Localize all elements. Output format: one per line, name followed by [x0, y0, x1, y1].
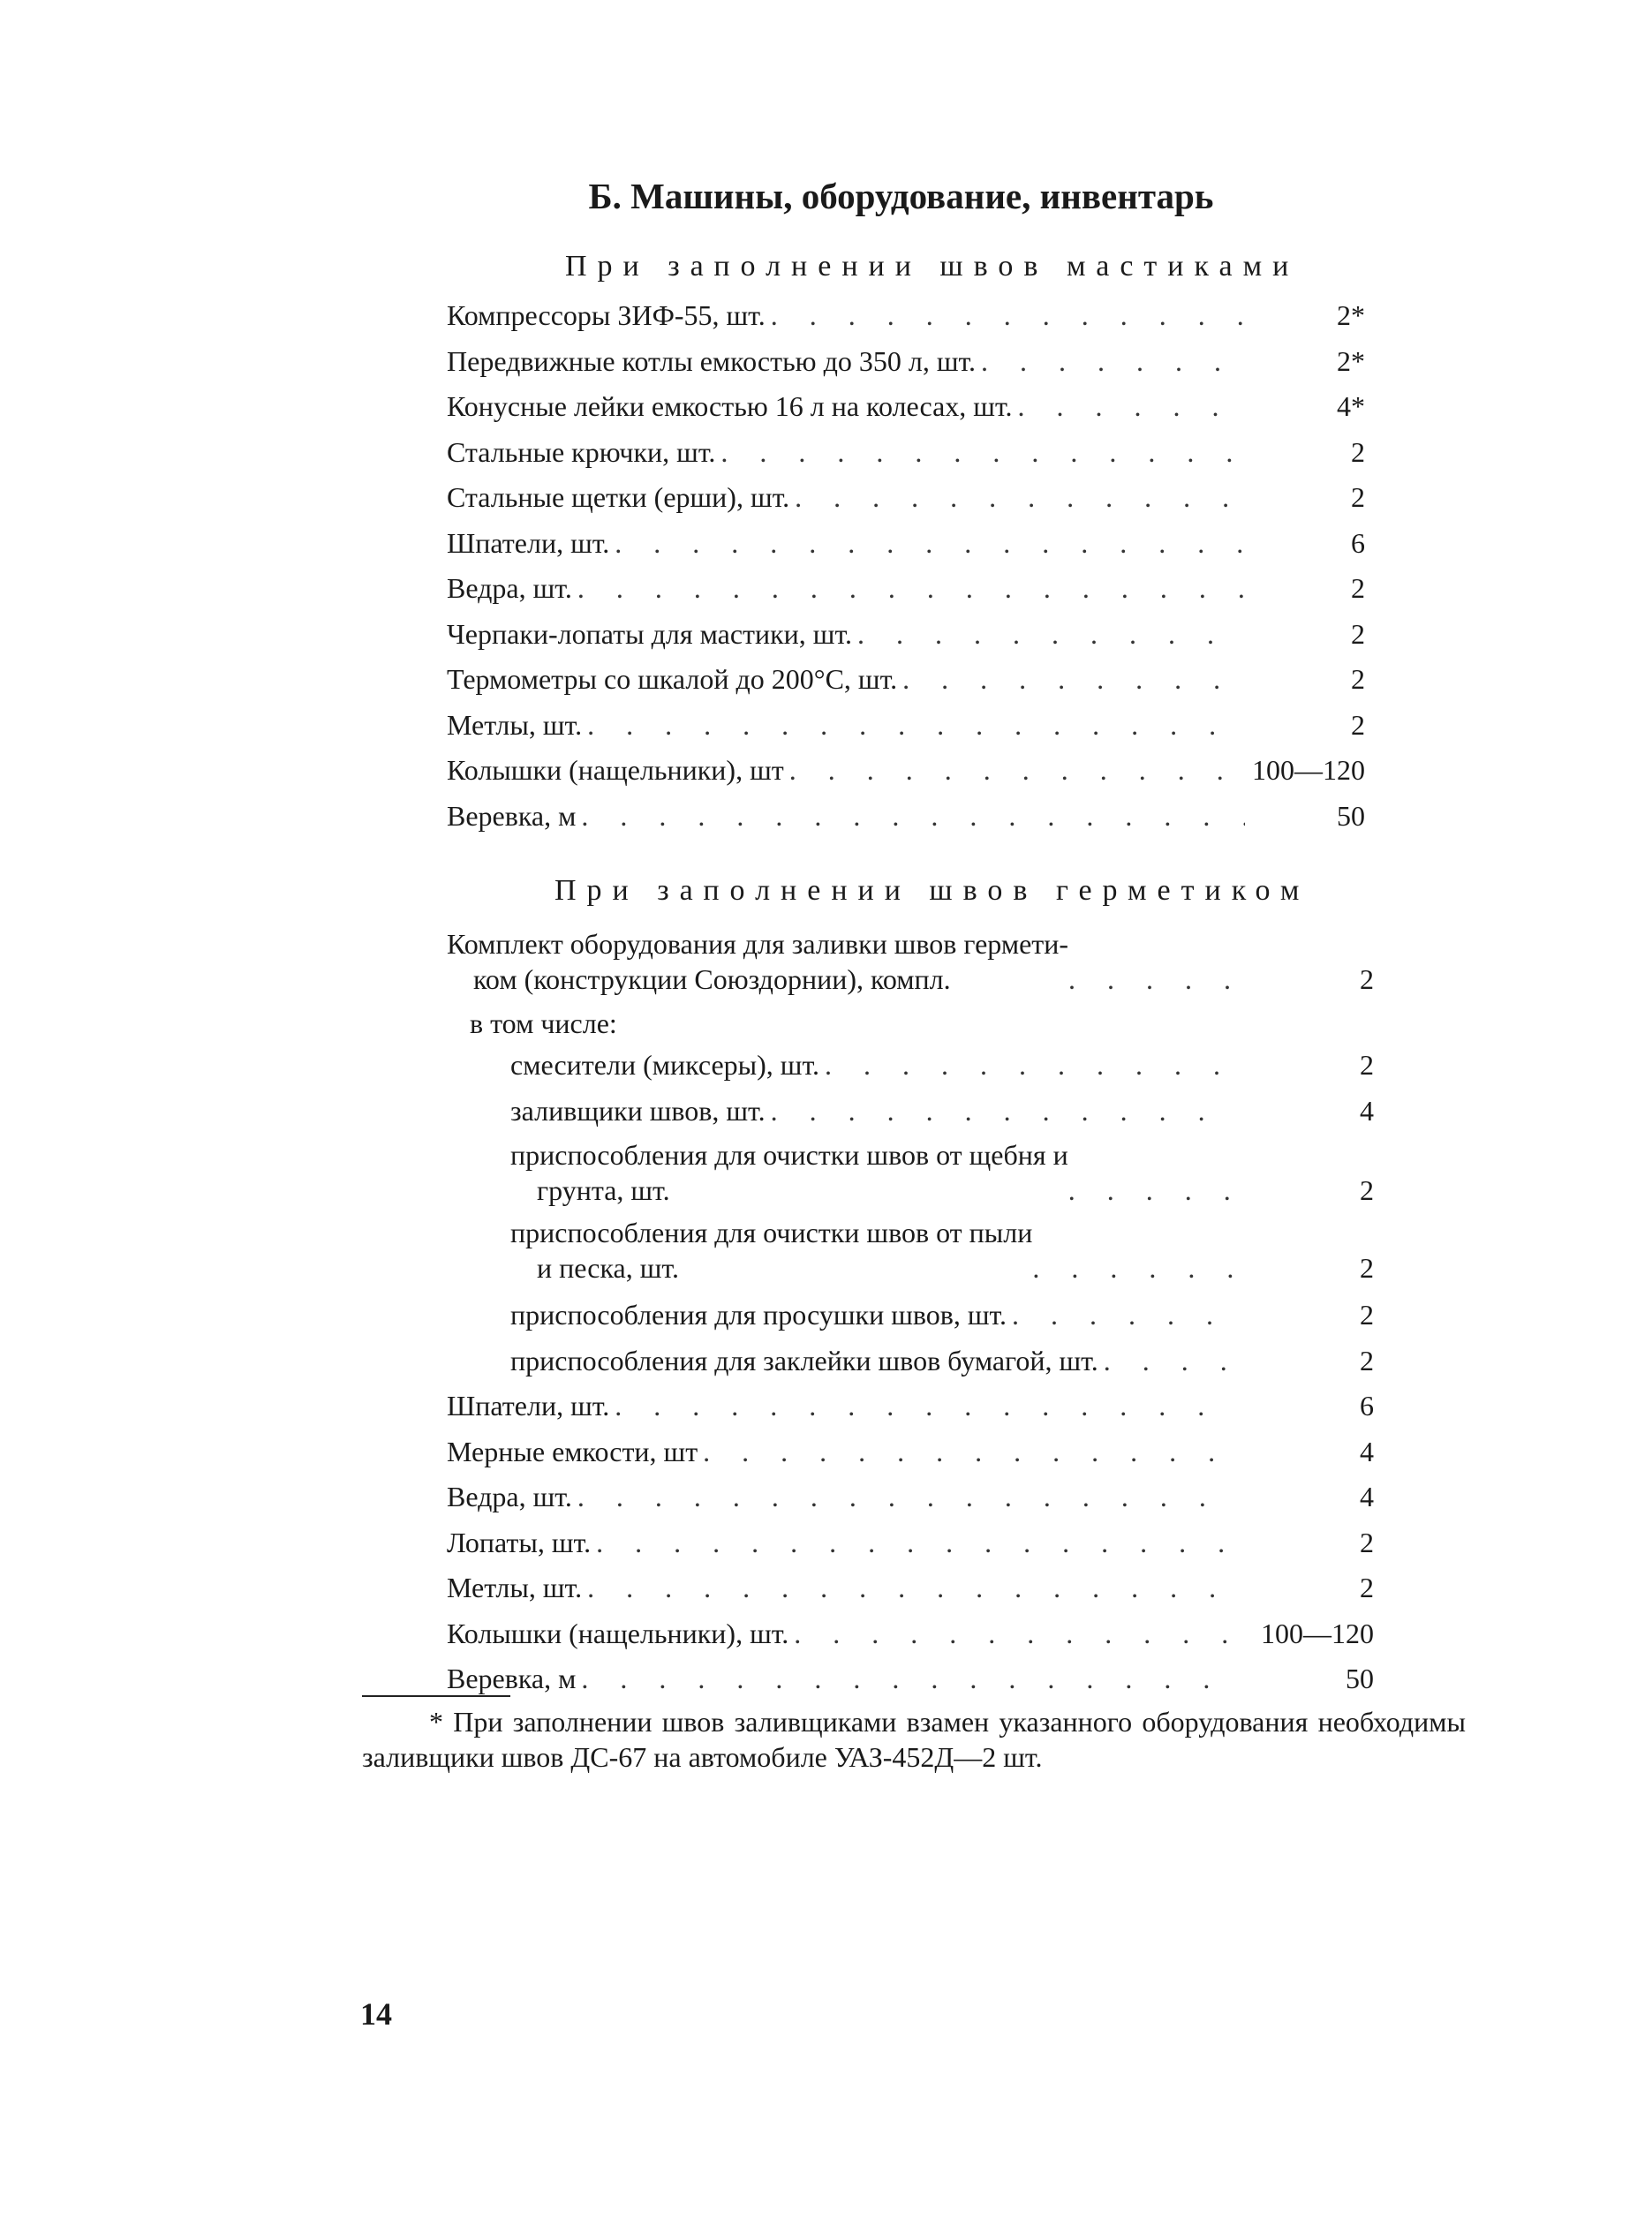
list-item [447, 703, 1365, 749]
item-quantity: 2 [1351, 663, 1365, 695]
dot-leader [1068, 1173, 1236, 1208]
item-label: Конусные лейки емкостью 16 л на колесах, шт. [447, 390, 1013, 422]
dot-leader [703, 1429, 1236, 1475]
dot-leader [615, 1384, 1236, 1429]
dot-leader [1032, 1250, 1236, 1286]
dot-leader [1012, 1293, 1236, 1339]
dot-leader [825, 1043, 1236, 1089]
item-quantity: 2* [1337, 344, 1365, 377]
list-item [447, 1565, 1374, 1611]
item-label-line1: приспособления для очистки швов от щебня и [510, 1139, 1068, 1171]
dot-leader [1104, 1339, 1236, 1384]
list-item [447, 1520, 1374, 1566]
item-quantity: 4* [1337, 390, 1365, 422]
item-label [447, 926, 1068, 997]
item-label-line2: и песка, шт. [537, 1252, 679, 1284]
item-quantity: 2 [1351, 617, 1365, 650]
item-label: Шпатели, шт. [447, 1390, 610, 1422]
list-item [447, 1656, 1374, 1702]
list-item [447, 521, 1365, 567]
list-item [447, 612, 1365, 658]
item-quantity: 4 [1360, 1435, 1374, 1467]
sub-list-item [447, 1043, 1374, 1089]
item-label: приспособления для просушки швов, шт. [510, 1299, 1007, 1331]
item-label-line1: приспособления для очистки швов от пыли [510, 1217, 1033, 1248]
dot-leader [981, 339, 1245, 385]
list-item [447, 339, 1365, 385]
dot-leader [587, 703, 1245, 749]
list-item [447, 1474, 1374, 1520]
item-label-line2: ком (конструкции Союздорнии), компл. [473, 963, 951, 995]
list-item [447, 293, 1365, 339]
item-quantity: 2 [1360, 1299, 1374, 1331]
item-label: Ведра, шт. [447, 1481, 572, 1512]
sub-list-item [447, 1293, 1374, 1339]
item-label: заливщики швов, шт. [510, 1094, 766, 1127]
dot-leader [902, 657, 1245, 703]
dot-leader [615, 521, 1245, 567]
dot-leader [1068, 962, 1236, 997]
item-quantity: 6 [1360, 1390, 1374, 1422]
item-quantity: 50 [1346, 1663, 1374, 1694]
equipment-list-mastics [447, 293, 1365, 839]
item-label: Компрессоры ЗИФ-55, шт. [447, 299, 766, 331]
item-quantity: 2* [1337, 299, 1365, 331]
dot-leader [771, 293, 1245, 339]
dot-leader [577, 566, 1245, 612]
dot-leader [596, 1520, 1236, 1566]
item-label: Метлы, шт. [447, 708, 583, 741]
dot-leader [795, 475, 1245, 521]
item-label: Метлы, шт. [447, 1572, 583, 1603]
item-label: Термометры со шкалой до 200°С, шт. [447, 663, 898, 695]
sub-list-item [447, 1215, 1374, 1286]
list-item [447, 1384, 1374, 1429]
item-quantity: 2 [1360, 963, 1374, 995]
dot-leader [577, 1474, 1236, 1520]
item-label [447, 1215, 1032, 1286]
subsection-title-sealant: При заполнении швов герметиком [554, 874, 1310, 907]
item-label: Колышки (нащельники), шт [447, 754, 784, 786]
item-label: Колышки (нащельники), шт. [447, 1617, 789, 1649]
list-item [447, 566, 1365, 612]
item-label: Мерные емкости, шт [447, 1435, 698, 1467]
list-item [447, 1429, 1374, 1475]
list-item [447, 475, 1365, 521]
item-label: Черпаки-лопаты для мастики, шт. [447, 617, 853, 650]
list-item [447, 657, 1365, 703]
item-quantity: 2 [1351, 435, 1365, 468]
item-quantity: 2 [1360, 1049, 1374, 1081]
list-item [447, 748, 1365, 794]
sub-list-item [447, 1089, 1374, 1135]
item-label: Стальные щетки (ерши), шт. [447, 481, 790, 513]
item-quantity: 2 [1360, 1526, 1374, 1558]
item-quantity: 2 [1351, 481, 1365, 513]
dot-leader [789, 748, 1245, 794]
item-quantity: 2 [1351, 708, 1365, 741]
item-label-line2: грунта, шт. [537, 1174, 670, 1206]
dot-leader [581, 1656, 1236, 1702]
page-number: 14 [360, 1996, 392, 2032]
item-label: приспособления для заклейки швов бумагой, шт. [510, 1344, 1098, 1376]
list-item [447, 794, 1365, 840]
item-quantity: 6 [1351, 526, 1365, 559]
item-label: смесители (миксеры), шт. [510, 1049, 820, 1081]
item-label: Шпатели, шт. [447, 526, 610, 559]
item-quantity: 4 [1360, 1481, 1374, 1512]
list-item [447, 1611, 1374, 1657]
footnote: * При заполнении швов заливщиками взамен указанного оборудования необходимы заливщики швов ДС-67 на автомобиле УАЗ-452Д—2 шт. [362, 1706, 1466, 1773]
item-quantity: 2 [1360, 1344, 1374, 1376]
item-quantity: 2 [1360, 1252, 1374, 1284]
item-quantity: 2 [1360, 1572, 1374, 1603]
dot-leader [857, 612, 1245, 658]
item-label: Стальные крючки, шт. [447, 435, 716, 468]
including-note [447, 1004, 1374, 1043]
item-label: Веревка, м [447, 799, 577, 832]
item-label [447, 1137, 1068, 1208]
item-label: Ведра, шт. [447, 572, 572, 604]
item-quantity: 2 [1351, 572, 1365, 604]
equipment-list-sealant [447, 923, 1374, 1702]
item-quantity: 2 [1360, 1174, 1374, 1206]
item-quantity: 100—120 [1261, 1617, 1374, 1649]
item-label: Передвижные котлы емкостью до 350 л, шт. [447, 344, 977, 377]
dot-leader [581, 794, 1245, 840]
section-heading: Б. Машины, оборудование, инвентарь [588, 176, 1214, 216]
list-item [447, 430, 1365, 476]
item-quantity: 100—120 [1252, 754, 1365, 786]
item-label: Лопаты, шт. [447, 1526, 592, 1558]
dot-leader [794, 1611, 1236, 1657]
dot-leader [771, 1089, 1236, 1135]
sub-list-item [447, 1137, 1374, 1208]
list-item-kit [447, 926, 1374, 997]
item-label: Веревка, м [447, 1663, 577, 1694]
item-label-line1: Комплект оборудования для заливки швов гермети- [447, 928, 1069, 960]
item-quantity: 4 [1360, 1094, 1374, 1127]
sub-list-item [447, 1339, 1374, 1384]
item-quantity: 50 [1337, 799, 1365, 832]
footnote-divider [362, 1695, 510, 1697]
including-label: в том числе: [470, 1007, 617, 1039]
dot-leader [1018, 384, 1245, 430]
list-item [447, 384, 1365, 430]
subsection-title-mastics: При заполнении швов мастиками [565, 250, 1300, 283]
dot-leader [720, 430, 1245, 476]
dot-leader [587, 1565, 1236, 1611]
